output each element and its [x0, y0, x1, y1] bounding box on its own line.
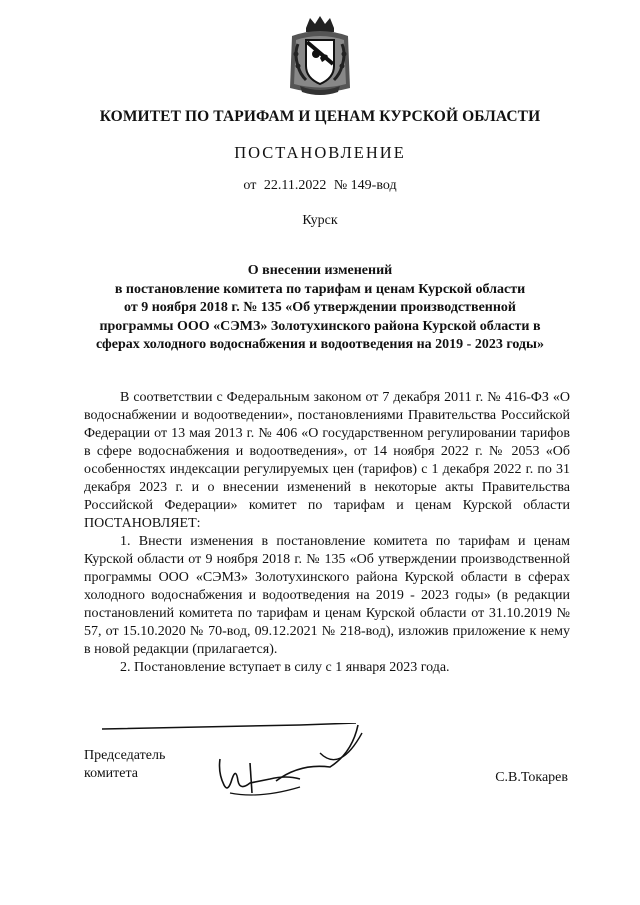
- document-city: Курск: [302, 213, 338, 228]
- subject-line: О внесении изменений: [247, 263, 393, 278]
- coat-of-arms-icon: [286, 14, 354, 96]
- document-date: 22.11.2022: [263, 178, 327, 193]
- body-paragraph-preamble: В соответствии с Федеральным законом от 7 декабря 2011 г. № 416-ФЗ «О водоснабжении и водоотведении», постановлениями Правительства Российской Федерации от 13 мая 2013 г. № 406 «О государственном регулировании тарифов в сфере водоснабжения и водоотведения», от 14 ноября 2022 г. № 2053 «Об особенностях индексации регулируемых цен (тарифов) с 1 декабря 2022 г. по 31 декабря 2023 г. и о внесении изменений в некоторые акты Правительства Российской Федерации» комитет по тарифам и ценам Курской области ПОСТАНОВЛЯЕТ:: [84, 390, 570, 531]
- signature-block: [84, 748, 570, 828]
- document-subject: [70, 262, 570, 355]
- subject-line: в постановление комитета по тарифам и ценам Курской области: [114, 281, 526, 297]
- subject-line: программы ООО «СЭМЗ» Золотухинского района Курской области в: [99, 318, 541, 334]
- document-number: № 149-вод: [333, 178, 397, 193]
- subject-line: сферах холодного водоснабжения и водоотведения на 2019 - 2023 годы»: [96, 337, 544, 353]
- signatory-name: С.В.Токарев: [495, 770, 568, 785]
- document-body: [84, 389, 570, 677]
- committee-title: КОМИТЕТ ПО ТАРИФАМ И ЦЕНАМ КУРСКОЙ ОБЛАСТИ: [99, 108, 541, 125]
- signatory-title-line1: Председатель: [84, 748, 166, 763]
- date-prefix: от: [243, 178, 257, 193]
- document-type: ПОСТАНОВЛЕНИЕ: [234, 143, 406, 162]
- document-date-number: [0, 178, 640, 194]
- body-paragraph-item-1: 1. Внести изменения в постановление комитета по тарифам и ценам Курской области от 9 ноября 2018 г. № 135 «Об утверждении производственной программы ООО «СЭМЗ» Золотухинского района Курской области в сферах холодного водоснабжения и водоотведения на 2019 - 2023 годы» (в редакции постановлений комитета по тарифам и ценам Курской области от 31.10.2019 № 57, от 15.10.2020 № 70-вод, 09.12.2021 № 218-вод), изложив приложение к нему в новой редакции (прилагается).: [84, 534, 570, 657]
- body-paragraph-item-2: 2. Постановление вступает в силу с 1 января 2023 года.: [120, 660, 450, 675]
- subject-line: от 9 ноября 2018 г. № 135 «Об утверждении производственной: [124, 300, 516, 316]
- signatory-title-line2: комитета: [84, 766, 139, 781]
